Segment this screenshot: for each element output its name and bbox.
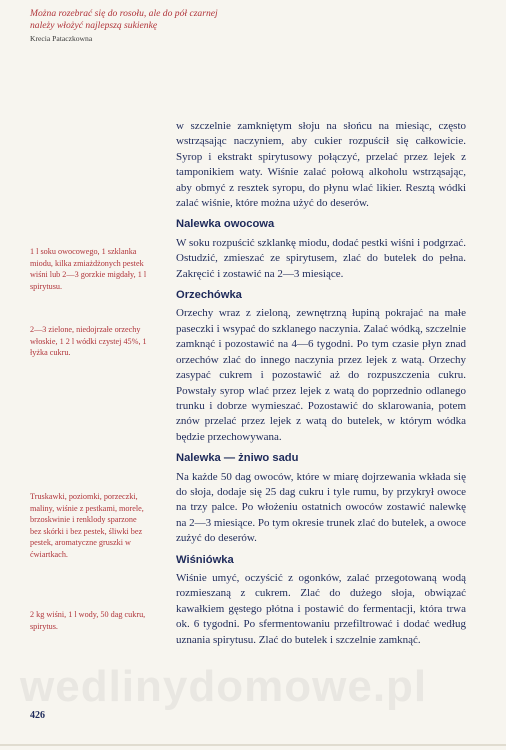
epigraph-line: należy włożyć najlepszą sukienkę <box>30 20 158 31</box>
recipe-title: Wiśniówka <box>176 553 234 566</box>
epigraph <box>30 8 290 45</box>
recipe-title: Nalewka owocowa <box>176 218 275 231</box>
recipe-text: W soku rozpuścić szklankę miodu, dodać pestki wiśni i podgrzać. Ostudzić, zmieszać ze spirytusem, zlać do butelek do pełna. Zakręcić i zostawić na 2—3 miesiące. <box>176 236 466 280</box>
ingredients-note: 1 l soku owocowego, 1 szklanka miodu, kilka zmiażdżonych pestek wiśni lub 2—3 gorzkie migdały, 1 l spirytusu. <box>30 247 147 291</box>
intro-paragraph: w szczelnie zamkniętym słoju na słońcu na miesiąc, często wstrząsając naczyniem, aby cukier rozpuścił się całkowicie. Syrop i ekstrakt spirytusowy połączyć, przelać przez lejek z tamponikiem waty. Wiśnie zalać połową alkoholu wstrząsając, aby obmyć z resztek syropu, do płynu wlać likier. Resztą wódki zalać wiśnie, które można użyć do deserów. <box>176 120 466 210</box>
recipe-title: Nalewka — żniwo sadu <box>176 452 299 465</box>
ingredients-note: 2 kg wiśni, 1 l wody, 50 dag cukru, spirytus. <box>30 610 146 631</box>
recipe-text: Orzechy wraz z zieloną, zewnętrzną łupiną pokrajać na małe paseczki i wsypać do szklanego naczynia. Zalać wódką, szczelnie zamknąć i pozostawić na 4—6 tygodni. Po tym czasie płyn znad orzechów zlać do innego naczynia przez lejek z watą. Orzechy zasypać cukrem i pozostawić aż do rozpuszczenia cukru. Powstały syrop wlać przez lejek z watą do poprzednio odlanego trunku i dobrze wymieszać. Pozostawić do sklarowania, potem znów przelać przez lejek z watą do butelek, w którym wódka będzie przechowywana. <box>176 307 466 443</box>
recipe-text: Na każde 50 dag owoców, które w miarę dojrzewania wkłada się do słoja, dodaje się 25 dag cukru i tyle rumu, by przykrył owoce na trzy palce. Po włożeniu ostatnich owoców zostawić nalewkę na 2—3 miesiące. Po tym okresie trunek zlać do butelek, a owoce zużyć do deserów. <box>176 470 466 545</box>
bottom-rule <box>0 744 506 746</box>
ingredients-note: Truskawki, poziomki, porzeczki, maliny, wiśnie z pestkami, morele, brzoskwinie i renklody sparzone bez skórki i bez pestek, śliwki bez pestek, aromatyczne gruszki w ćwiartkach. <box>30 492 144 559</box>
epigraph-author: Krecia Pataczkowna <box>30 34 93 43</box>
ingredients-note: 2—3 zielone, niedojrzałe orzechy włoskie, 1 2 l wódki czystej 45%, 1 łyżka cukru. <box>30 325 147 358</box>
watermark: wedlinydomowe.pl <box>20 662 428 711</box>
recipe-text: Wiśnie umyć, oczyścić z ogonków, zalać przegotowaną wodą rozmieszaną z cukrem. Zlać do dużego słoja, obwiązać kawałkiem gęstego płótna i postawić do fermentacji, która trwa ok. 6 tygodni. Po sfermentowaniu przefiltrować i dodać według uznania spirytusu. Zlać do butelek i szczelnie zamknąć. <box>176 571 466 646</box>
main-text-column <box>176 119 466 648</box>
page-number: 426 <box>30 710 45 721</box>
recipe-title: Orzechówka <box>176 289 242 302</box>
epigraph-line: Można rozebrać się do rosołu, ale do pół czarnej <box>30 8 218 19</box>
